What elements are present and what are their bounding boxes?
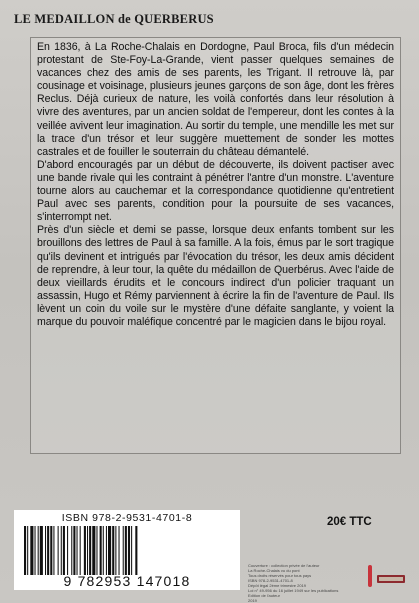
- barcode-bar: [119, 526, 120, 575]
- barcode-bar: [125, 526, 127, 575]
- barcode-bar: [96, 526, 97, 575]
- barcode-bar: [61, 526, 62, 575]
- barcode-bar: [128, 526, 130, 575]
- barcode-bar: [115, 526, 116, 575]
- barcode-bar: [71, 526, 72, 575]
- barcode-bar: [77, 526, 78, 575]
- barcode-bar: [58, 526, 59, 575]
- credit-line: Edition de l'auteur: [248, 593, 280, 598]
- barcode-bar: [112, 526, 114, 575]
- publication-credits: [248, 563, 352, 603]
- barcode-digits: 9 782953 147018: [63, 573, 191, 589]
- barcode-bar: [50, 526, 52, 575]
- barcode-bar: [63, 526, 65, 575]
- barcode-bar: [73, 526, 75, 575]
- credit-line: La Roche-Chalais vu du pont: [248, 568, 300, 573]
- barcode-bar: [27, 526, 28, 575]
- publisher-logo-mark: [368, 565, 372, 587]
- barcode-bar: [40, 526, 43, 575]
- barcode-bar: [24, 526, 26, 575]
- barcode-bar: [123, 526, 124, 575]
- barcode-bar: [80, 526, 81, 575]
- synopsis-paragraph-3: Près d'un siècle et demi se passe, lorsque deux enfants tombent sur les brouillons des lettres de Paul à sa famille. A la fois, émus par le sort tragique qu'ils devinent et intrigués par l'évocation du trésor, les deux amis décident de reprendre, à leur tour, la quête du médaillon de Querbérus. Avec l'aide de deux vieillards érudits et le concours indirect d'un policier traquant un assassin, Hugo et Rémy parviennent à écrire la fin de l'aventure de Paul. Ils lèvent un coin du voile sur le mystère d'une défaite sanglante, y voient la marque du pouvoir maléfique concentré par le magicien dans le bijou royal.: [37, 224, 394, 328]
- barcode-bar: [106, 526, 107, 575]
- barcode-bar: [47, 526, 49, 575]
- barcode-bar: [135, 526, 137, 575]
- price-label: 20€ TTC: [327, 516, 372, 528]
- barcode-bar: [87, 526, 88, 575]
- barcode-bar: [108, 526, 111, 575]
- credit-line: Tous droits réservés pour tous pays: [248, 573, 312, 578]
- synopsis-paragraph-1: En 1836, à La Roche-Chalais en Dordogne, Paul Broca, fils d'un médecin protestant de Ste-Foy-La-Grande, vient passer quelques semaines de vacances chez des amis de ses parents, les Trigant. Il retrouve là, par cousinage et voisinage, plusieurs jeunes garçons de son âge, dont les frères Reclus. Déjà curieux de nature, les voilà confortés dans leur résolution à vivre des aventures, par un ancien soldat de l'empereur, dont les contes à la veillée avivent leur imagination. Au sortir du temple, une mendille les met sur la trace d'un trésor et leur suggère muettement de sonder les mottes castrales et de fouiller le souterrain du château démantelé.: [37, 41, 394, 158]
- barcode-bar: [67, 526, 68, 575]
- synopsis-paragraph-2: D'abord encouragés par un début de découverte, ils doivent pactiser avec une bande rivale qui les contraint à pénétrer l'antre d'un monstre. L'aventure tourne alors au cauchemar et la correspondance quotidienne qu'entretient Paul avec ses parents, condition pour la poursuite de ses vacances, s'interrompt net.: [37, 158, 394, 224]
- barcode: [24, 526, 236, 575]
- barcode-bar: [38, 526, 39, 575]
- barcode-bar: [100, 526, 102, 575]
- credit-line: Loi n° 49-956 du 16 juillet 1949 sur les publications: [248, 588, 339, 593]
- book-title: LE MEDAILLON de QUERBERUS: [14, 12, 214, 26]
- barcode-bar: [30, 526, 33, 575]
- barcode-bar: [89, 526, 91, 575]
- barcode-bar: [92, 526, 95, 575]
- publisher-logo: [377, 572, 405, 586]
- synopsis-box: [30, 37, 401, 454]
- credit-line: ISBN 978-2-9531-4701-8: [248, 578, 293, 583]
- barcode-bar: [131, 526, 132, 575]
- barcode-bar: [35, 526, 36, 575]
- credit-line: 2019: [248, 598, 257, 603]
- credit-line: Dépôt légal 2ème trimestre 2019: [248, 583, 307, 588]
- isbn-barcode-block: [14, 510, 240, 590]
- isbn-label: ISBN 978-2-9531-4701-8: [61, 512, 193, 524]
- barcode-bar: [103, 526, 104, 575]
- barcode-bar: [45, 526, 46, 575]
- barcode-bar: [53, 526, 54, 575]
- credit-line: Couverture : collection privée de l'auteur: [248, 563, 320, 568]
- barcode-bar: [84, 526, 86, 575]
